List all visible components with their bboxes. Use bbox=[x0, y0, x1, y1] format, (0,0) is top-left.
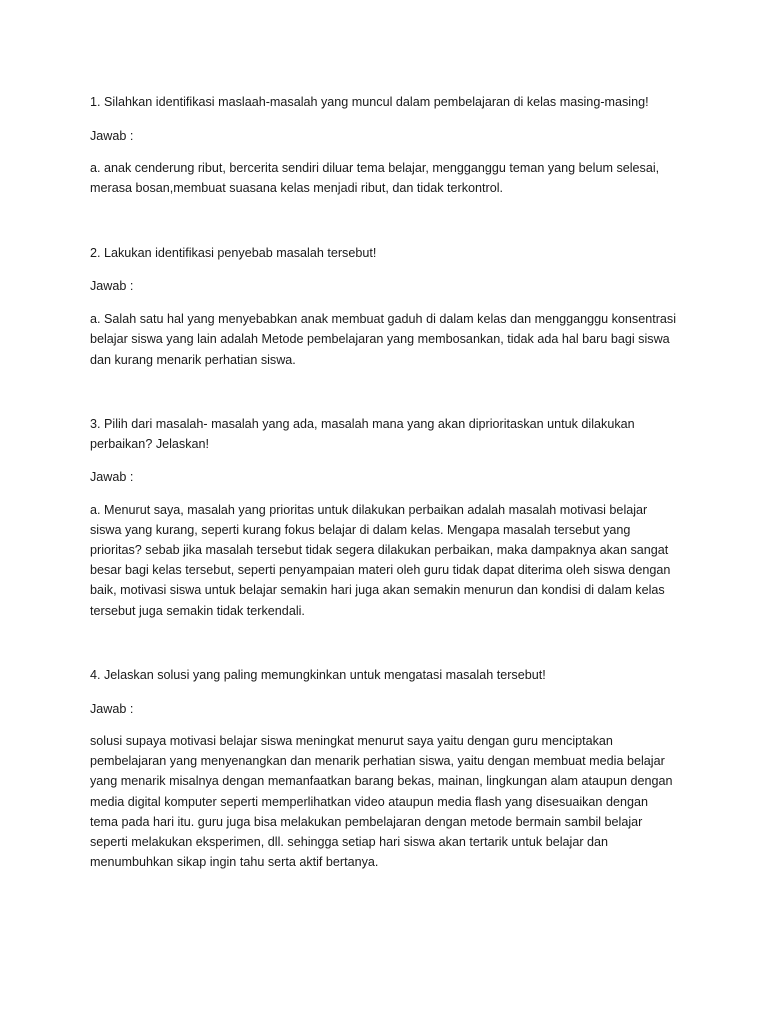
question-4: 4. Jelaskan solusi yang paling memungkinkan untuk mengatasi masalah tersebut! bbox=[90, 668, 546, 682]
answer-4-line-6: seperti melakukan eksperimen, dll. sehingga setiap hari siswa akan tertarik untuk belajar dan bbox=[90, 835, 609, 849]
answer-1-line-2: merasa bosan,membuat suasana kelas menjadi ribut, dan tidak terkontrol. bbox=[90, 181, 504, 195]
answer-3-line-3: prioritas? sebab jika masalah tersebut tidak segera dilakukan perbaikan, maka dampaknya akan sangat bbox=[90, 543, 669, 557]
question-3-line-1: 3. Pilih dari masalah- masalah yang ada, masalah mana yang akan diprioritaskan untuk dilakukan bbox=[90, 417, 635, 431]
answer-4-line-7: menumbuhkan sikap ingin tahu serta aktif bertanya. bbox=[90, 855, 379, 869]
answer-label-3: Jawab : bbox=[90, 470, 134, 484]
answer-4-line-3: yang menarik misalnya dengan memanfaatkan barang bekas, mainan, lingkungan alam ataupun dengan bbox=[90, 774, 673, 788]
answer-4-line-1: solusi supaya motivasi belajar siswa meningkat menurut saya yaitu dengan guru menciptakan bbox=[90, 734, 613, 748]
question-2: 2. Lakukan identifikasi penyebab masalah tersebut! bbox=[90, 246, 377, 260]
answer-2-line-2: belajar siswa yang lain adalah Metode pembelajaran yang membosankan, tidak ada hal baru bagi siswa bbox=[90, 332, 670, 346]
answer-3-line-6: tersebut juga semakin tidak terkendali. bbox=[90, 604, 305, 618]
answer-3-line-2: siswa yang kurang, seperti kurang fokus belajar di dalam kelas. Mengapa masalah tersebut yang bbox=[90, 523, 631, 537]
question-3-line-2: perbaikan? Jelaskan! bbox=[90, 437, 210, 451]
answer-label-1: Jawab : bbox=[90, 129, 134, 143]
answer-1-line-1: a. anak cenderung ribut, bercerita sendiri diluar tema belajar, mengganggu teman yang belum selesai, bbox=[90, 161, 660, 175]
answer-3-line-5: baik, motivasi siswa untuk belajar semakin hari juga akan semakin menurun dan kondisi di dalam kelas bbox=[90, 583, 665, 597]
answer-4-line-5: tema pada hari itu. guru juga bisa melakukan pembelajaran dengan metode bermain sambil belajar bbox=[90, 815, 643, 829]
answer-label-2: Jawab : bbox=[90, 279, 134, 293]
question-1: 1. Silahkan identifikasi maslaah-masalah yang muncul dalam pembelajaran di kelas masing-masing! bbox=[90, 95, 649, 109]
answer-4-line-2: pembelajaran yang menyenangkan dan menarik perhatian siswa, yaitu dengan membuat media belajar bbox=[90, 754, 665, 768]
answer-4-line-4: media digital komputer seperti memperlihatkan video ataupun media flash yang disesuaikan dengan bbox=[90, 795, 648, 809]
answer-2-line-1: a. Salah satu hal yang menyebabkan anak membuat gaduh di dalam kelas dan mengganggu konsentrasi bbox=[90, 312, 677, 326]
answer-label-4: Jawab : bbox=[90, 702, 134, 716]
answer-3-line-1: a. Menurut saya, masalah yang prioritas untuk dilakukan perbaikan adalah masalah motivasi belajar bbox=[90, 503, 648, 517]
answer-3-line-4: besar bagi kelas tersebut, seperti penyampaian materi oleh guru tidak dapat diterima oleh siswa dengan bbox=[90, 563, 671, 577]
answer-2-line-3: dan kurang menarik perhatian siswa. bbox=[90, 353, 296, 367]
document-page bbox=[90, 0, 690, 1024]
